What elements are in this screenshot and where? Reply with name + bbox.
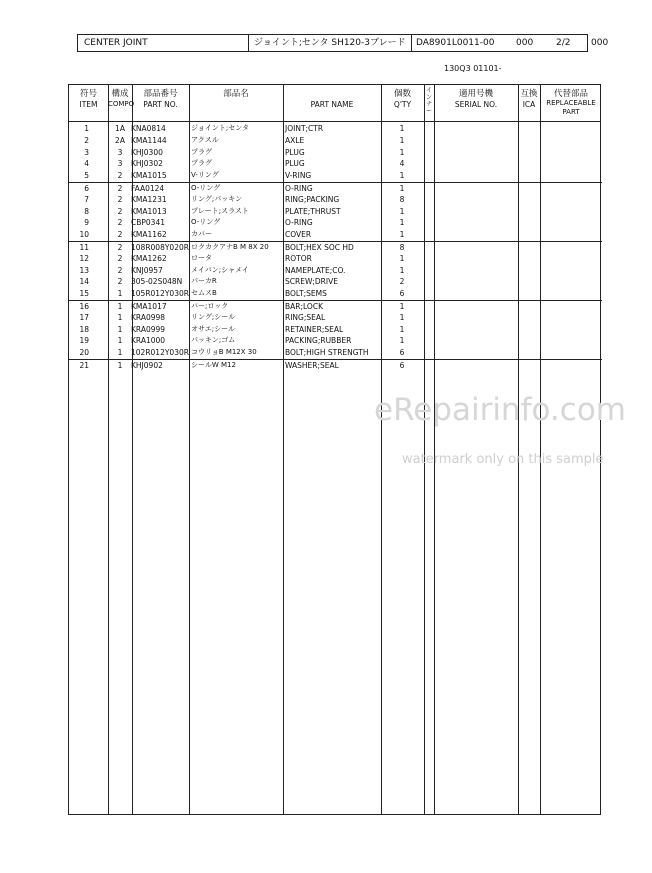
parts-table bbox=[68, 84, 601, 815]
table-row bbox=[69, 335, 602, 345]
quantity: 8 bbox=[399, 194, 405, 204]
part-number: 305-02S048N bbox=[131, 277, 183, 287]
part-name-ja: プラグ bbox=[191, 147, 212, 156]
compo-level: 2 bbox=[117, 277, 123, 287]
item-number: 16 bbox=[79, 302, 89, 311]
item-number: 6 bbox=[84, 184, 89, 193]
compo-level: 1 bbox=[117, 361, 123, 370]
col-ica: ICA bbox=[522, 100, 536, 109]
col-item: ITEM bbox=[79, 100, 98, 109]
quantity: 1 bbox=[399, 253, 405, 263]
header-divider bbox=[411, 35, 412, 51]
col-serial-ja: 適用号機 bbox=[458, 89, 493, 99]
part-name-ja: リング;シール bbox=[191, 312, 236, 321]
quantity: 1 bbox=[399, 218, 405, 228]
part-name: WASHER;SEAL bbox=[285, 361, 339, 370]
header-suffix: 000 bbox=[591, 38, 609, 48]
table-row bbox=[69, 217, 602, 227]
item-number: 10 bbox=[79, 230, 89, 240]
part-name: BOLT;HIGH STRENGTH bbox=[285, 348, 369, 358]
item-number: 2 bbox=[84, 135, 89, 145]
table-row bbox=[69, 158, 602, 168]
col-replaceable: REPLACEABLE bbox=[546, 99, 596, 107]
part-name-ja: O-リング bbox=[191, 184, 221, 192]
quantity: 1 bbox=[399, 302, 405, 311]
col-qty-ja: 個数 bbox=[393, 89, 411, 99]
item-number: 13 bbox=[79, 265, 89, 275]
quantity: 8 bbox=[399, 243, 405, 252]
table-row bbox=[69, 241, 602, 252]
compo-level: 2 bbox=[117, 184, 123, 193]
part-name: COVER bbox=[285, 230, 312, 240]
part-name: BOLT;SEMS bbox=[285, 289, 327, 299]
compo-level: 2 bbox=[117, 243, 123, 252]
part-number: KHJ0902 bbox=[131, 361, 163, 370]
part-number: KMA1231 bbox=[131, 194, 167, 204]
table-row bbox=[69, 206, 602, 216]
compo-level: 2 bbox=[117, 218, 123, 228]
part-name-ja: ロクカクアナB M 8X 20 bbox=[191, 243, 269, 251]
part-number: KMA1262 bbox=[131, 253, 167, 263]
compo-level: 3 bbox=[117, 147, 123, 157]
compo-level: 1 bbox=[117, 289, 123, 299]
quantity: 1 bbox=[399, 135, 405, 145]
part-name-ja: プラグ bbox=[191, 159, 212, 168]
item-number: 11 bbox=[79, 243, 89, 252]
item-number: 21 bbox=[79, 361, 89, 370]
col-compo-ja: 構成 bbox=[111, 89, 129, 99]
part-name-ja: ジョイント;センタ bbox=[191, 124, 249, 132]
part-name-ja: コウリョB M12X 30 bbox=[191, 348, 257, 357]
part-name-ja: リング;パッキン bbox=[191, 194, 243, 203]
part-name-ja: オサエ;シール bbox=[191, 324, 235, 333]
compo-level: 2 bbox=[117, 171, 123, 181]
table-row bbox=[69, 147, 602, 157]
table-row bbox=[69, 347, 602, 357]
table-row bbox=[69, 135, 602, 145]
quantity: 1 bbox=[399, 147, 405, 157]
part-name-ja: パーカR bbox=[191, 277, 217, 286]
table-row bbox=[69, 359, 602, 370]
quantity: 1 bbox=[399, 265, 405, 275]
part-number: KMA1144 bbox=[131, 135, 167, 145]
part-number: KHJ0302 bbox=[131, 159, 163, 169]
part-number: KRA0999 bbox=[131, 324, 166, 334]
part-number: KHJ0300 bbox=[131, 147, 163, 157]
part-name-ja: アクスル bbox=[191, 135, 219, 144]
part-name: NAMEPLATE;CO. bbox=[285, 265, 346, 275]
part-name: O-RING bbox=[285, 218, 313, 228]
part-name: PLATE;THRUST bbox=[285, 206, 341, 216]
part-number: KMA1013 bbox=[131, 206, 167, 216]
part-name-ja: メイバン;シャメイ bbox=[191, 265, 249, 274]
page-number: 2/2 bbox=[556, 38, 571, 48]
table-row bbox=[69, 324, 602, 334]
part-name: PACKING;RUBBER bbox=[285, 336, 352, 346]
quantity: 1 bbox=[399, 336, 405, 346]
table-row bbox=[69, 276, 602, 286]
compo-level: 1 bbox=[117, 324, 123, 334]
quantity: 1 bbox=[399, 184, 405, 193]
part-name: RETAINER;SEAL bbox=[285, 324, 344, 334]
item-number: 1 bbox=[84, 124, 89, 133]
part-number: KMA1017 bbox=[131, 302, 167, 311]
item-number: 12 bbox=[79, 253, 89, 263]
quantity: 2 bbox=[399, 277, 405, 287]
part-name: RING;SEAL bbox=[285, 312, 326, 322]
compo-level: 3 bbox=[117, 159, 123, 169]
part-name: PLUG bbox=[285, 159, 305, 169]
table-row bbox=[69, 194, 602, 204]
part-name-ja: カバー bbox=[191, 230, 212, 239]
document-title: CENTER JOINT bbox=[84, 38, 148, 48]
part-number: 105R012Y030R bbox=[131, 289, 189, 299]
table-row bbox=[69, 300, 602, 311]
item-number: 8 bbox=[84, 206, 89, 216]
part-name: BOLT;HEX SOC HD bbox=[285, 243, 354, 252]
table-row bbox=[69, 170, 602, 180]
part-name-ja: シールW M12 bbox=[191, 361, 236, 369]
part-name: ROTOR bbox=[285, 253, 312, 263]
part-name: JOINT;CTR bbox=[285, 124, 324, 133]
quantity: 6 bbox=[399, 289, 405, 299]
part-number: 108R008Y020R bbox=[131, 243, 189, 252]
table-row bbox=[69, 265, 602, 275]
watermark-note: watermark only on this sample bbox=[402, 452, 604, 467]
header-rule bbox=[69, 121, 600, 122]
compo-level: 1 bbox=[117, 336, 123, 346]
part-number: FAA0124 bbox=[131, 184, 165, 193]
part-name-ja: V-リング bbox=[191, 171, 219, 180]
item-number: 18 bbox=[79, 324, 89, 334]
col-compo: COMPO bbox=[108, 100, 135, 108]
table-row bbox=[69, 288, 602, 298]
part-name-ja: O-リング bbox=[191, 218, 221, 227]
quantity: 1 bbox=[399, 324, 405, 334]
quantity: 4 bbox=[399, 159, 405, 169]
part-number: KMA1015 bbox=[131, 171, 167, 181]
part-number: KNA0814 bbox=[131, 124, 166, 133]
col-inner-ja: インナー bbox=[425, 87, 432, 115]
quantity: 1 bbox=[399, 312, 405, 322]
compo-level: 2 bbox=[117, 230, 123, 240]
part-number: KMA1162 bbox=[131, 230, 167, 240]
compo-level: 1A bbox=[115, 124, 125, 133]
col-partno-ja: 部品番号 bbox=[143, 89, 178, 99]
col-replaceable-ja: 代替部品 bbox=[553, 89, 588, 99]
part-name-ja: プレート;スラスト bbox=[191, 206, 249, 215]
col-ica-ja: 互換 bbox=[520, 89, 538, 99]
compo-level: 2 bbox=[117, 194, 123, 204]
part-number: CBP0341 bbox=[131, 218, 165, 228]
col-qty: Q'TY bbox=[393, 100, 412, 109]
item-number: 9 bbox=[84, 218, 89, 228]
part-name: AXLE bbox=[285, 135, 305, 145]
compo-level: 2 bbox=[117, 265, 123, 275]
part-name-ja: パッキン;ゴム bbox=[191, 336, 236, 345]
quantity: 1 bbox=[399, 230, 405, 240]
header-box bbox=[77, 34, 588, 52]
quantity: 1 bbox=[399, 171, 405, 181]
revision: 000 bbox=[516, 38, 534, 48]
quantity: 6 bbox=[399, 348, 405, 358]
item-number: 7 bbox=[84, 194, 89, 204]
col-item-ja: 符号 bbox=[79, 89, 97, 99]
compo-level: 2 bbox=[117, 253, 123, 263]
quantity: 6 bbox=[399, 361, 405, 370]
part-name: SCREW;DRIVE bbox=[285, 277, 338, 287]
table-row bbox=[69, 253, 602, 263]
watermark-brand: eRepairinfo.com bbox=[374, 392, 626, 428]
part-name: PLUG bbox=[285, 147, 305, 157]
part-name: RING;PACKING bbox=[285, 194, 340, 204]
part-name-ja: バー;ロック bbox=[191, 302, 229, 310]
quantity: 1 bbox=[399, 206, 405, 216]
document-subtitle: ジョイント;センタ SH120-3ブレード bbox=[254, 38, 406, 48]
part-name: O-RING bbox=[285, 184, 313, 193]
part-number: KRA0998 bbox=[131, 312, 166, 322]
compo-level: 1 bbox=[117, 348, 123, 358]
compo-level: 2 bbox=[117, 206, 123, 216]
compo-level: 1 bbox=[117, 302, 123, 311]
part-name: V-RING bbox=[285, 171, 312, 181]
col-name: PART NAME bbox=[310, 100, 354, 109]
quantity: 1 bbox=[399, 124, 405, 133]
table-row bbox=[69, 123, 602, 133]
part-number: 102R012Y030R bbox=[131, 348, 189, 358]
item-number: 14 bbox=[79, 277, 89, 287]
item-number: 17 bbox=[79, 312, 89, 322]
document-number: DA8901L0011-00 bbox=[416, 38, 495, 48]
document-reference: 130Q3 01101- bbox=[444, 64, 502, 73]
item-number: 20 bbox=[79, 348, 89, 358]
item-number: 5 bbox=[84, 171, 89, 181]
compo-level: 2A bbox=[115, 135, 125, 145]
table-row bbox=[69, 229, 602, 239]
part-name-ja: セムスB bbox=[191, 289, 217, 298]
part-name: BAR;LOCK bbox=[285, 302, 323, 311]
table-row bbox=[69, 312, 602, 322]
table-row bbox=[69, 182, 602, 193]
header-divider bbox=[248, 35, 249, 51]
part-number: KRA1000 bbox=[131, 336, 166, 346]
part-number: KNJ0957 bbox=[131, 265, 163, 275]
item-number: 15 bbox=[79, 289, 89, 299]
col-name-ja: 部品名 bbox=[223, 89, 249, 99]
part-name-ja: ロータ bbox=[191, 253, 212, 262]
compo-level: 1 bbox=[117, 312, 123, 322]
item-number: 3 bbox=[84, 147, 89, 157]
col-partno: PART NO. bbox=[143, 100, 178, 109]
col-replaceable-2: PART bbox=[562, 108, 580, 116]
col-serial: SERIAL NO. bbox=[454, 100, 498, 109]
item-number: 4 bbox=[84, 159, 89, 169]
item-number: 19 bbox=[79, 336, 89, 346]
